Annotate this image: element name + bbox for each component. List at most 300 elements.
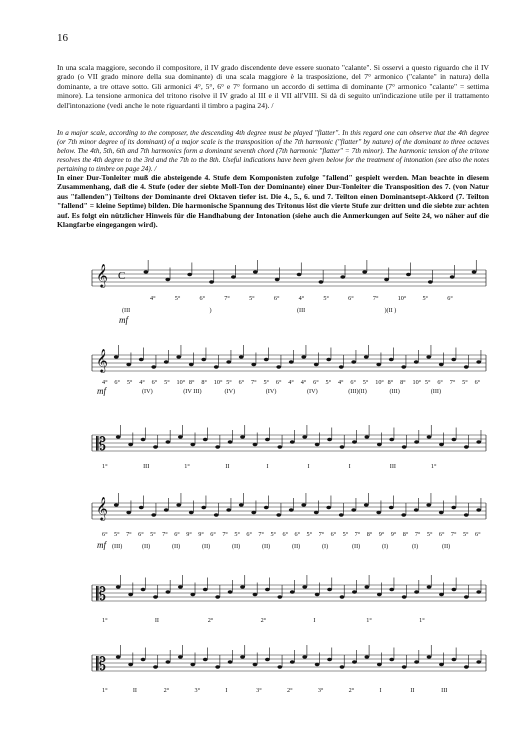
note: [165, 278, 170, 281]
note: [301, 355, 306, 358]
note: [166, 590, 171, 593]
position-label: I: [266, 463, 269, 470]
staff-systems: [92, 260, 486, 694]
harmonic-label: 6°: [199, 295, 206, 302]
note: [226, 508, 231, 511]
alto-clef: 𝄡: [96, 654, 107, 674]
position-label: II: [225, 463, 230, 470]
note: [401, 513, 406, 516]
string-label: (III): [389, 388, 400, 395]
string-label: ): [209, 307, 212, 314]
harmonic-label: 7°: [354, 531, 361, 538]
note: [139, 358, 144, 361]
note: [389, 506, 394, 509]
harmonic-label: 6°: [102, 531, 108, 538]
note: [253, 593, 258, 596]
note: [139, 506, 144, 509]
note: [264, 506, 269, 509]
note: [376, 363, 381, 366]
harmonic-label: 4°: [150, 295, 156, 302]
note: [240, 585, 245, 588]
note: [251, 511, 256, 514]
note: [389, 588, 394, 591]
harmonic-label: 6°: [437, 379, 443, 386]
note: [352, 660, 357, 663]
note: [364, 355, 369, 358]
harmonic-label: 7°: [372, 295, 379, 302]
note: [144, 270, 149, 273]
position-label: 3°: [317, 687, 324, 694]
position-label: I: [348, 463, 351, 470]
note: [114, 503, 119, 506]
note: [352, 590, 357, 593]
note: [240, 435, 245, 438]
note: [377, 443, 382, 446]
string-label: (II): [202, 543, 211, 550]
harmonic-label: 7°: [222, 531, 228, 538]
note: [189, 511, 194, 514]
note: [427, 435, 432, 438]
harmonic-label: 6°: [348, 295, 354, 302]
dynamic-mark: mf: [97, 540, 106, 550]
harmonic-label: 6°: [474, 379, 481, 386]
note: [253, 663, 258, 666]
position-label: 3°: [194, 687, 201, 694]
note: [464, 665, 469, 668]
note: [176, 355, 181, 358]
harmonic-label: 7°: [414, 531, 421, 538]
string-label: (IV): [307, 388, 318, 395]
string-label: (III: [297, 307, 306, 314]
note: [141, 588, 146, 591]
note: [389, 358, 394, 361]
note: [426, 503, 431, 506]
harmonic-label: 6°: [350, 379, 356, 386]
note: [265, 658, 270, 661]
note: [153, 445, 158, 448]
note: [203, 658, 208, 661]
note: [240, 655, 245, 658]
harmonic-label: 6°: [138, 531, 144, 538]
string-label: (IV): [142, 388, 153, 395]
string-label: (I): [322, 543, 329, 550]
note: [340, 445, 345, 448]
note: [126, 363, 131, 366]
position-label: 2°: [207, 617, 214, 624]
note: [289, 360, 294, 363]
harmonic-label: 4°: [298, 295, 305, 302]
harmonic-label: 6°: [447, 295, 453, 302]
harmonic-label: 8°: [201, 379, 207, 386]
position-label: II: [132, 687, 137, 694]
position-label: 2°: [260, 617, 267, 624]
note: [414, 508, 419, 511]
note: [228, 440, 233, 443]
note: [439, 443, 444, 446]
harmonic-label: 5°: [306, 531, 313, 538]
note: [116, 655, 121, 658]
position-label: III: [143, 463, 150, 470]
note: [302, 585, 307, 588]
note: [164, 508, 169, 511]
position-label: I: [307, 463, 310, 470]
harmonic-label: 8°: [387, 379, 394, 386]
note: [301, 503, 306, 506]
string-label: (IV): [224, 388, 236, 395]
note: [439, 663, 444, 666]
harmonic-label: 6°: [474, 531, 481, 538]
note: [126, 511, 131, 514]
italian-paragraph: In una scala maggiore, secondo il compositore, il IV grado discendente deve essere suonato "calante". Si osservi a questo riguardo che il IV grado (o VII grado minore della sua dominante) di una scala maggiore è la trasposizione, del 7° armonico ("calante" in natura) della dominante, a tre ottave sotto. Gli armonici 4°, 5°, 6° e 7° formano un accordo di settima di dominante (7° armonico "calante" = settima minore). La tensione armonica del tritono risolve il IV grado al III e il VII all'VIII. Si dà di seguito un'indicazione utile per il trattamento dell'intonazione (vedi anche le note riguardanti il timbro a pagina 24). /: [57, 63, 489, 110]
note: [128, 663, 133, 666]
note: [290, 660, 295, 663]
note: [253, 270, 258, 273]
harmonic-label: 10°: [412, 379, 422, 386]
note: [327, 588, 332, 591]
string-label: )(II ): [384, 307, 397, 314]
note: [364, 585, 369, 588]
note: [116, 585, 121, 588]
harmonic-label: 5°: [226, 379, 232, 386]
note: [141, 658, 146, 661]
note: [128, 443, 133, 446]
note: [340, 665, 345, 668]
note: [116, 435, 121, 438]
note: [340, 275, 345, 278]
harmonic-label: 5°: [362, 379, 369, 386]
note: [315, 663, 320, 666]
string-label: (III): [430, 388, 442, 395]
treble-clef: 𝄞: [96, 498, 108, 520]
harmonic-label: 7°: [224, 295, 230, 302]
position-label: 3°: [256, 687, 262, 694]
note: [327, 658, 332, 661]
position-label: I: [313, 617, 316, 624]
note: [464, 513, 469, 516]
note: [439, 363, 444, 366]
note: [203, 438, 208, 441]
position-label: III: [389, 463, 396, 470]
harmonic-label: 5°: [249, 295, 255, 302]
note: [251, 363, 256, 366]
harmonic-label: 8°: [188, 379, 195, 386]
harmonic-label: 5°: [164, 379, 170, 386]
note: [214, 365, 219, 368]
harmonic-label: 10°: [397, 295, 407, 302]
note: [276, 513, 281, 516]
treble-clef: 𝄞: [96, 350, 108, 372]
note: [427, 655, 432, 658]
note: [277, 445, 282, 448]
string-label: (II): [292, 543, 301, 550]
note: [190, 593, 195, 596]
harmonic-label: 6°: [246, 531, 252, 538]
note: [402, 595, 407, 598]
note: [450, 275, 455, 278]
harmonic-label: 9°: [378, 531, 385, 538]
position-label: II: [410, 687, 415, 694]
note: [226, 360, 231, 363]
note: [151, 365, 156, 368]
harmonic-label: 5°: [174, 295, 181, 302]
note: [228, 590, 233, 593]
note: [476, 590, 481, 593]
note: [364, 655, 369, 658]
page-number: 16: [57, 32, 68, 44]
note: [377, 663, 382, 666]
note: [164, 360, 169, 363]
note: [427, 585, 432, 588]
note: [315, 593, 320, 596]
treble-clef: 𝄞: [96, 265, 108, 287]
harmonic-label: 5°: [150, 531, 156, 538]
string-label: (I): [382, 543, 389, 550]
note: [428, 280, 433, 283]
string-label: (II): [262, 543, 271, 550]
note: [352, 440, 357, 443]
string-label: (III: [122, 307, 131, 314]
note: [464, 365, 469, 368]
position-label: 1°: [430, 463, 437, 470]
note: [166, 440, 171, 443]
note: [451, 506, 456, 509]
string-label: (III)(II): [348, 388, 367, 395]
string-label: (IV): [265, 388, 277, 395]
note: [326, 358, 331, 361]
note: [351, 360, 356, 363]
harmonic-label: 6°: [330, 531, 337, 538]
note: [302, 435, 307, 438]
note: [176, 503, 181, 506]
note: [265, 588, 270, 591]
harmonic-label: 8°: [366, 531, 373, 538]
harmonic-label: 5°: [462, 531, 469, 538]
harmonic-label: 7°: [318, 531, 325, 538]
harmonic-label: 8°: [400, 379, 406, 386]
string-label: (II): [142, 543, 151, 550]
note: [209, 280, 214, 283]
note: [351, 508, 356, 511]
harmonic-label: 5°: [342, 531, 349, 538]
harmonic-label: 5°: [126, 379, 133, 386]
harmonic-label: 6°: [275, 379, 282, 386]
string-label: (II): [232, 543, 241, 550]
note: [228, 660, 233, 663]
harmonic-label: 4°: [288, 379, 294, 386]
note: [426, 355, 431, 358]
note: [201, 506, 206, 509]
harmonic-label: 9°: [198, 531, 204, 538]
note: [187, 273, 192, 276]
note: [201, 358, 206, 361]
note: [452, 658, 457, 661]
harmonic-label: 7°: [450, 531, 457, 538]
string-label: (II): [172, 543, 181, 550]
note: [289, 508, 294, 511]
note: [476, 660, 481, 663]
position-label: 1°: [102, 687, 108, 694]
time-signature: C: [118, 270, 126, 282]
german-paragraph: In einer Dur-Tonleiter muß die absteigende 4. Stufe dem Komponisten zufolge "fallend" gespielt werden. Man beachte in diesem Zusammenhang, daß die 4. Stufe (oder der siebte Moll-Ton der Dominante) einer Dur-Tonleiter die Transposition des 7. (von Natur aus "fallenden") Teiltons der Dominante drei Oktaven tiefer ist. Die 4., 5., 6. und 7. Teilton einen Dominantsept-Akkord (7. Teilton "fallend" = kleine Septime) bilden. Die harmonische Spannung des Tritonus löst die vierte Stufe zur dritten und die siebte zur achten auf. Es folgt ein nützlicher Hinweis für die Handhabung der Intonation (siehe auch die Anmerkungen auf Seite 24, wo näher auf die Klangfarbe eingegangen wird).: [57, 173, 489, 230]
note: [264, 358, 269, 361]
string-label: (IV III): [183, 388, 202, 395]
position-label: 2°: [163, 687, 170, 694]
note: [166, 660, 171, 663]
note: [153, 595, 158, 598]
string-label: (III): [112, 543, 123, 550]
note: [151, 513, 156, 516]
harmonic-label: 5°: [234, 531, 240, 538]
harmonic-label: 10°: [213, 379, 223, 386]
note: [472, 270, 477, 273]
note: [314, 511, 319, 514]
note: [476, 440, 481, 443]
note: [153, 665, 158, 668]
alto-clef: 𝄡: [96, 434, 107, 454]
note: [377, 593, 382, 596]
note: [189, 363, 194, 366]
note: [178, 435, 183, 438]
harmonic-label: 4°: [102, 379, 108, 386]
harmonic-label: 5°: [424, 379, 431, 386]
alto-clef: 𝄡: [96, 584, 107, 604]
harmonic-label: 6°: [238, 379, 245, 386]
harmonic-label: 7°: [251, 379, 257, 386]
harmonic-label: 6°: [174, 531, 180, 538]
note: [277, 665, 282, 668]
note: [389, 658, 394, 661]
note: [414, 590, 419, 593]
note: [414, 660, 419, 663]
note: [326, 506, 331, 509]
note: [239, 355, 244, 358]
note: [376, 511, 381, 514]
position-label: III: [441, 687, 448, 694]
note: [276, 365, 281, 368]
note: [452, 438, 457, 441]
harmonic-label: 6°: [438, 531, 445, 538]
note: [389, 438, 394, 441]
harmonic-label: 7°: [126, 531, 132, 538]
dynamic-mark: mf: [97, 386, 106, 396]
note: [439, 593, 444, 596]
position-label: I: [379, 687, 382, 694]
string-label: (II): [442, 543, 451, 550]
note: [290, 590, 295, 593]
harmonic-label: 6°: [151, 379, 158, 386]
harmonic-label: 5°: [114, 531, 120, 538]
note: [476, 360, 481, 363]
note: [253, 443, 258, 446]
harmonic-label: 7°: [258, 531, 264, 538]
string-label: (I): [412, 543, 419, 550]
note: [340, 595, 345, 598]
note: [414, 440, 419, 443]
note: [141, 438, 146, 441]
harmonic-label: 6°: [313, 379, 319, 386]
note: [364, 435, 369, 438]
harmonic-label: 7°: [449, 379, 456, 386]
note: [231, 275, 236, 278]
note: [277, 595, 282, 598]
note: [178, 655, 183, 658]
note: [128, 593, 133, 596]
note: [402, 665, 407, 668]
harmonic-label: 5°: [422, 295, 429, 302]
note: [452, 588, 457, 591]
harmonic-label: 6°: [282, 531, 289, 538]
harmonic-label: 5°: [462, 379, 468, 386]
note: [290, 440, 295, 443]
note: [190, 663, 195, 666]
note: [406, 273, 411, 276]
note: [302, 655, 307, 658]
harmonic-label: 6°: [273, 295, 280, 302]
harmonic-label: 6°: [294, 531, 301, 538]
position-label: 1°: [366, 617, 372, 624]
note: [339, 365, 344, 368]
harmonic-label: 4°: [300, 379, 307, 386]
dynamic-mark: mf: [119, 315, 128, 325]
note: [214, 513, 219, 516]
note: [476, 508, 481, 511]
harmonic-label: 9°: [390, 531, 397, 538]
harmonic-label: 9°: [186, 531, 192, 538]
note: [239, 503, 244, 506]
note: [203, 588, 208, 591]
note: [362, 270, 367, 273]
note: [339, 513, 344, 516]
harmonic-label: 5°: [323, 295, 329, 302]
note: [401, 365, 406, 368]
position-label: 2°: [287, 687, 293, 694]
note: [297, 273, 302, 276]
harmonic-label: 7°: [162, 531, 168, 538]
harmonic-label: 4°: [139, 379, 145, 386]
note: [265, 438, 270, 441]
note: [114, 355, 119, 358]
note: [215, 445, 220, 448]
note: [364, 503, 369, 506]
note: [315, 443, 320, 446]
note: [384, 278, 389, 281]
position-label: 1°: [419, 617, 425, 624]
harmonic-label: 5°: [263, 379, 270, 386]
english-paragraph: In a major scale, according to the composer, the descending 4th degree must be played "flatter". In this regard one can observe that the 4th degree (or 7th minor degree of its dominant) of a major scale is the transposition of the 7th harmonic ("flatter" by nature) of the dominant to three octaves below. The 4th, 5th, 6th and 7th harmonics form a dominant seventh chord (7th harmonic "flatter" = 7th minor). The harmonic tension of the tritone resolves the 4th degree to the 3rd and the 7th to the 8th. Useful indications have been given below for the treatment of intonation (see also the notes pertaining to timbre on page 24). /: [57, 129, 489, 174]
harmonic-label: 5°: [270, 531, 277, 538]
note: [402, 445, 407, 448]
note: [464, 445, 469, 448]
position-label: 1°: [184, 463, 190, 470]
position-label: II: [154, 617, 159, 624]
string-label: (II): [352, 543, 361, 550]
position-label: 1°: [102, 617, 108, 624]
note: [190, 443, 195, 446]
note: [451, 358, 456, 361]
note: [464, 595, 469, 598]
note: [178, 585, 183, 588]
note: [439, 511, 444, 514]
harmonic-label: 6°: [210, 531, 216, 538]
note: [314, 363, 319, 366]
harmonic-label: 5°: [426, 531, 433, 538]
harmonic-label: 10°: [375, 379, 384, 386]
harmonic-label: 5°: [325, 379, 332, 386]
note: [414, 360, 419, 363]
note: [327, 438, 332, 441]
harmonic-label: 6°: [114, 379, 120, 386]
note: [215, 595, 220, 598]
